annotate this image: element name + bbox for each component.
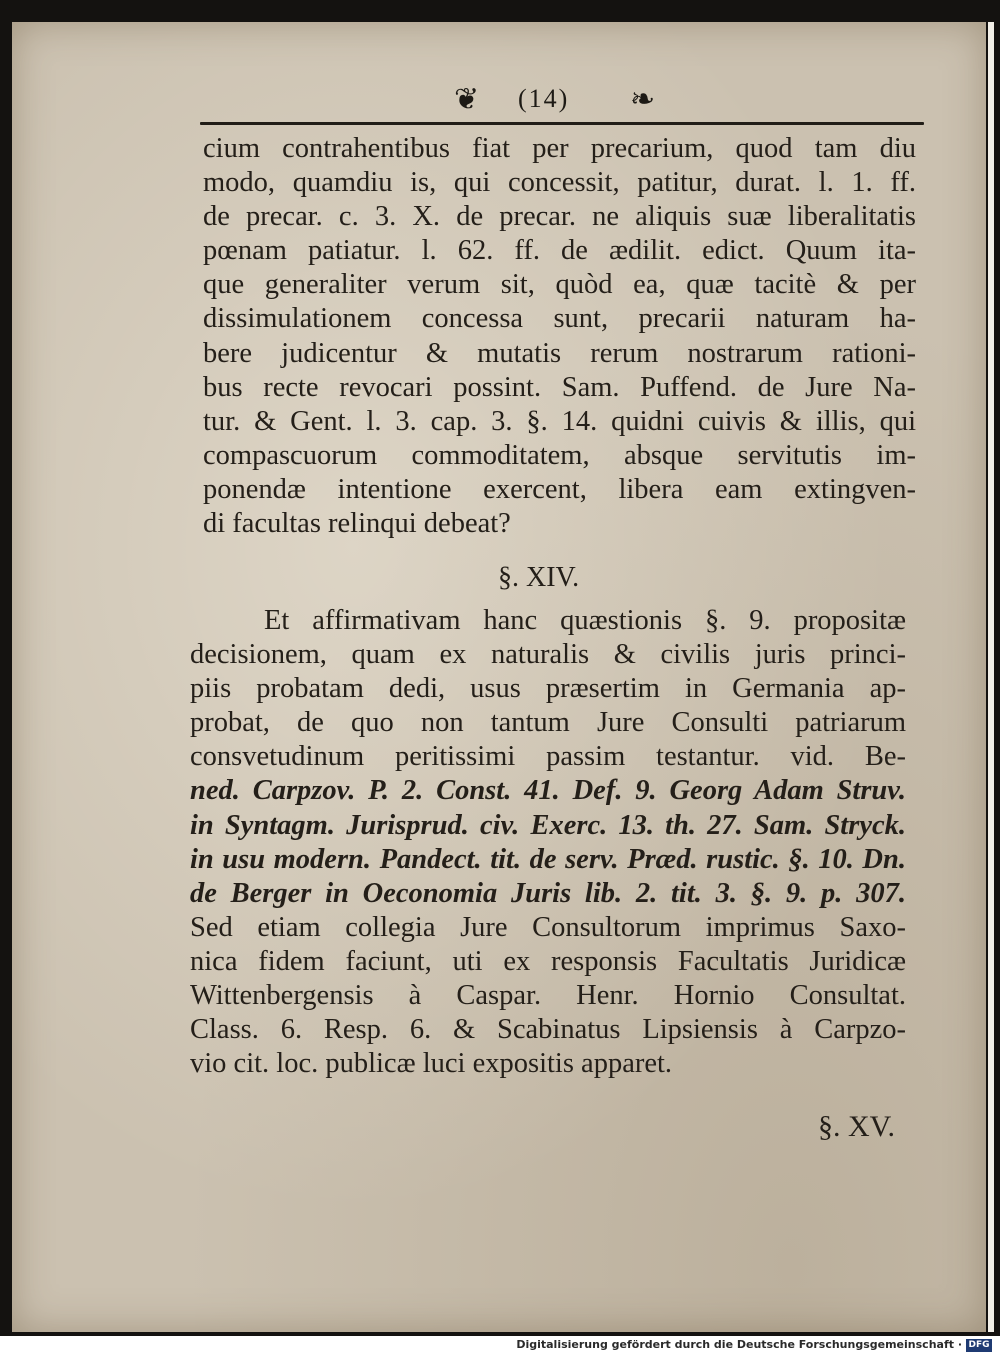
text-line: bere judicentur & mutatis rerum nostrarum rationi- (203, 337, 916, 369)
text-line: que generaliter verum sit, quòd ea, quæ tacitè & per (203, 269, 916, 301)
text-line: de Berger in Oeconomia Juris lib. 2. tit. 3. §. 9. p. 307. (190, 877, 906, 909)
text-line: decisionem, quam ex naturalis & civilis juris princi- (190, 639, 906, 671)
footer-credit: Digitalisierung gefördert durch die Deutsche Forschungsgemeinschaft · (516, 1338, 962, 1351)
text-line: in Syntagm. Jurisprud. civ. Exerc. 13. th. 27. Sam. Stryck. (190, 809, 906, 841)
page-edge (988, 22, 994, 1332)
text-line: di facultas relinqui debeat? (203, 508, 511, 540)
text-line: Sed etiam collegia Jure Consultorum imprimus Saxo- (190, 911, 906, 943)
ornament-left-icon: ❦ (454, 83, 480, 116)
text-line: ponendæ intentione exercent, libera eam extingven- (203, 473, 916, 505)
footer-bar (0, 1336, 1000, 1356)
text-line: tur. & Gent. l. 3. cap. 3. §. 14. quidni cuivis & illis, qui (203, 405, 916, 437)
text-line: Wittenbergensis à Caspar. Henr. Hornio Consultat. (190, 980, 906, 1012)
text-line: Et affirmativam hanc quæstionis §. 9. propositæ (264, 605, 906, 636)
text-line: compascuorum commoditatem, absque servitutis im- (203, 439, 916, 471)
paragraph-2 (190, 604, 906, 1081)
text-line: vio cit. loc. publicæ luci expositis apparet. (190, 1048, 673, 1080)
paragraph-1 (203, 132, 916, 541)
text-line: dissimulationem concessa sunt, precarii naturam ha- (203, 303, 916, 335)
text-line: cium contrahentibus fiat per precarium, quod tam diu (203, 133, 916, 164)
text-line: ned. Carpzov. P. 2. Const. 41. Def. 9. Georg Adam Struv. (190, 775, 906, 807)
dfg-logo-icon: DFG (966, 1339, 992, 1352)
ornament-right-icon: ❧ (630, 83, 656, 116)
catchword: §. XV. (818, 1110, 895, 1143)
page-header (200, 80, 924, 130)
section-heading: §. XIV. (498, 562, 580, 593)
text-line: modo, quamdiu is, qui concessit, patitur, durat. l. 1. ff. (203, 167, 916, 199)
text-line: pœnam patiatur. l. 62. ff. de ædilit. edict. Quum ita- (203, 235, 916, 267)
text-line: bus recte revocari possint. Sam. Puffend. de Jure Na- (203, 371, 916, 403)
page-number: (14) (518, 84, 570, 113)
text-line: consvetudinum peritissimi passim testantur. vid. Be- (190, 741, 906, 773)
text-line: probat, de quo non tantum Jure Consulti patriarum (190, 707, 906, 739)
text-line: in usu modern. Pandect. tit. de serv. Præd. rustic. §. 10. Dn. (190, 843, 906, 875)
text-line: de precar. c. 3. X. de precar. ne aliquis suæ liberalitatis (203, 201, 916, 233)
text-line: piis probatam dedi, usus præsertim in Germania ap- (190, 673, 906, 705)
text-line: Class. 6. Resp. 6. & Scabinatus Lipsiensis à Carpzo- (190, 1014, 906, 1046)
header-rule (200, 122, 924, 125)
text-line: nica fidem faciunt, uti ex responsis Facultatis Juridicæ (190, 945, 906, 977)
